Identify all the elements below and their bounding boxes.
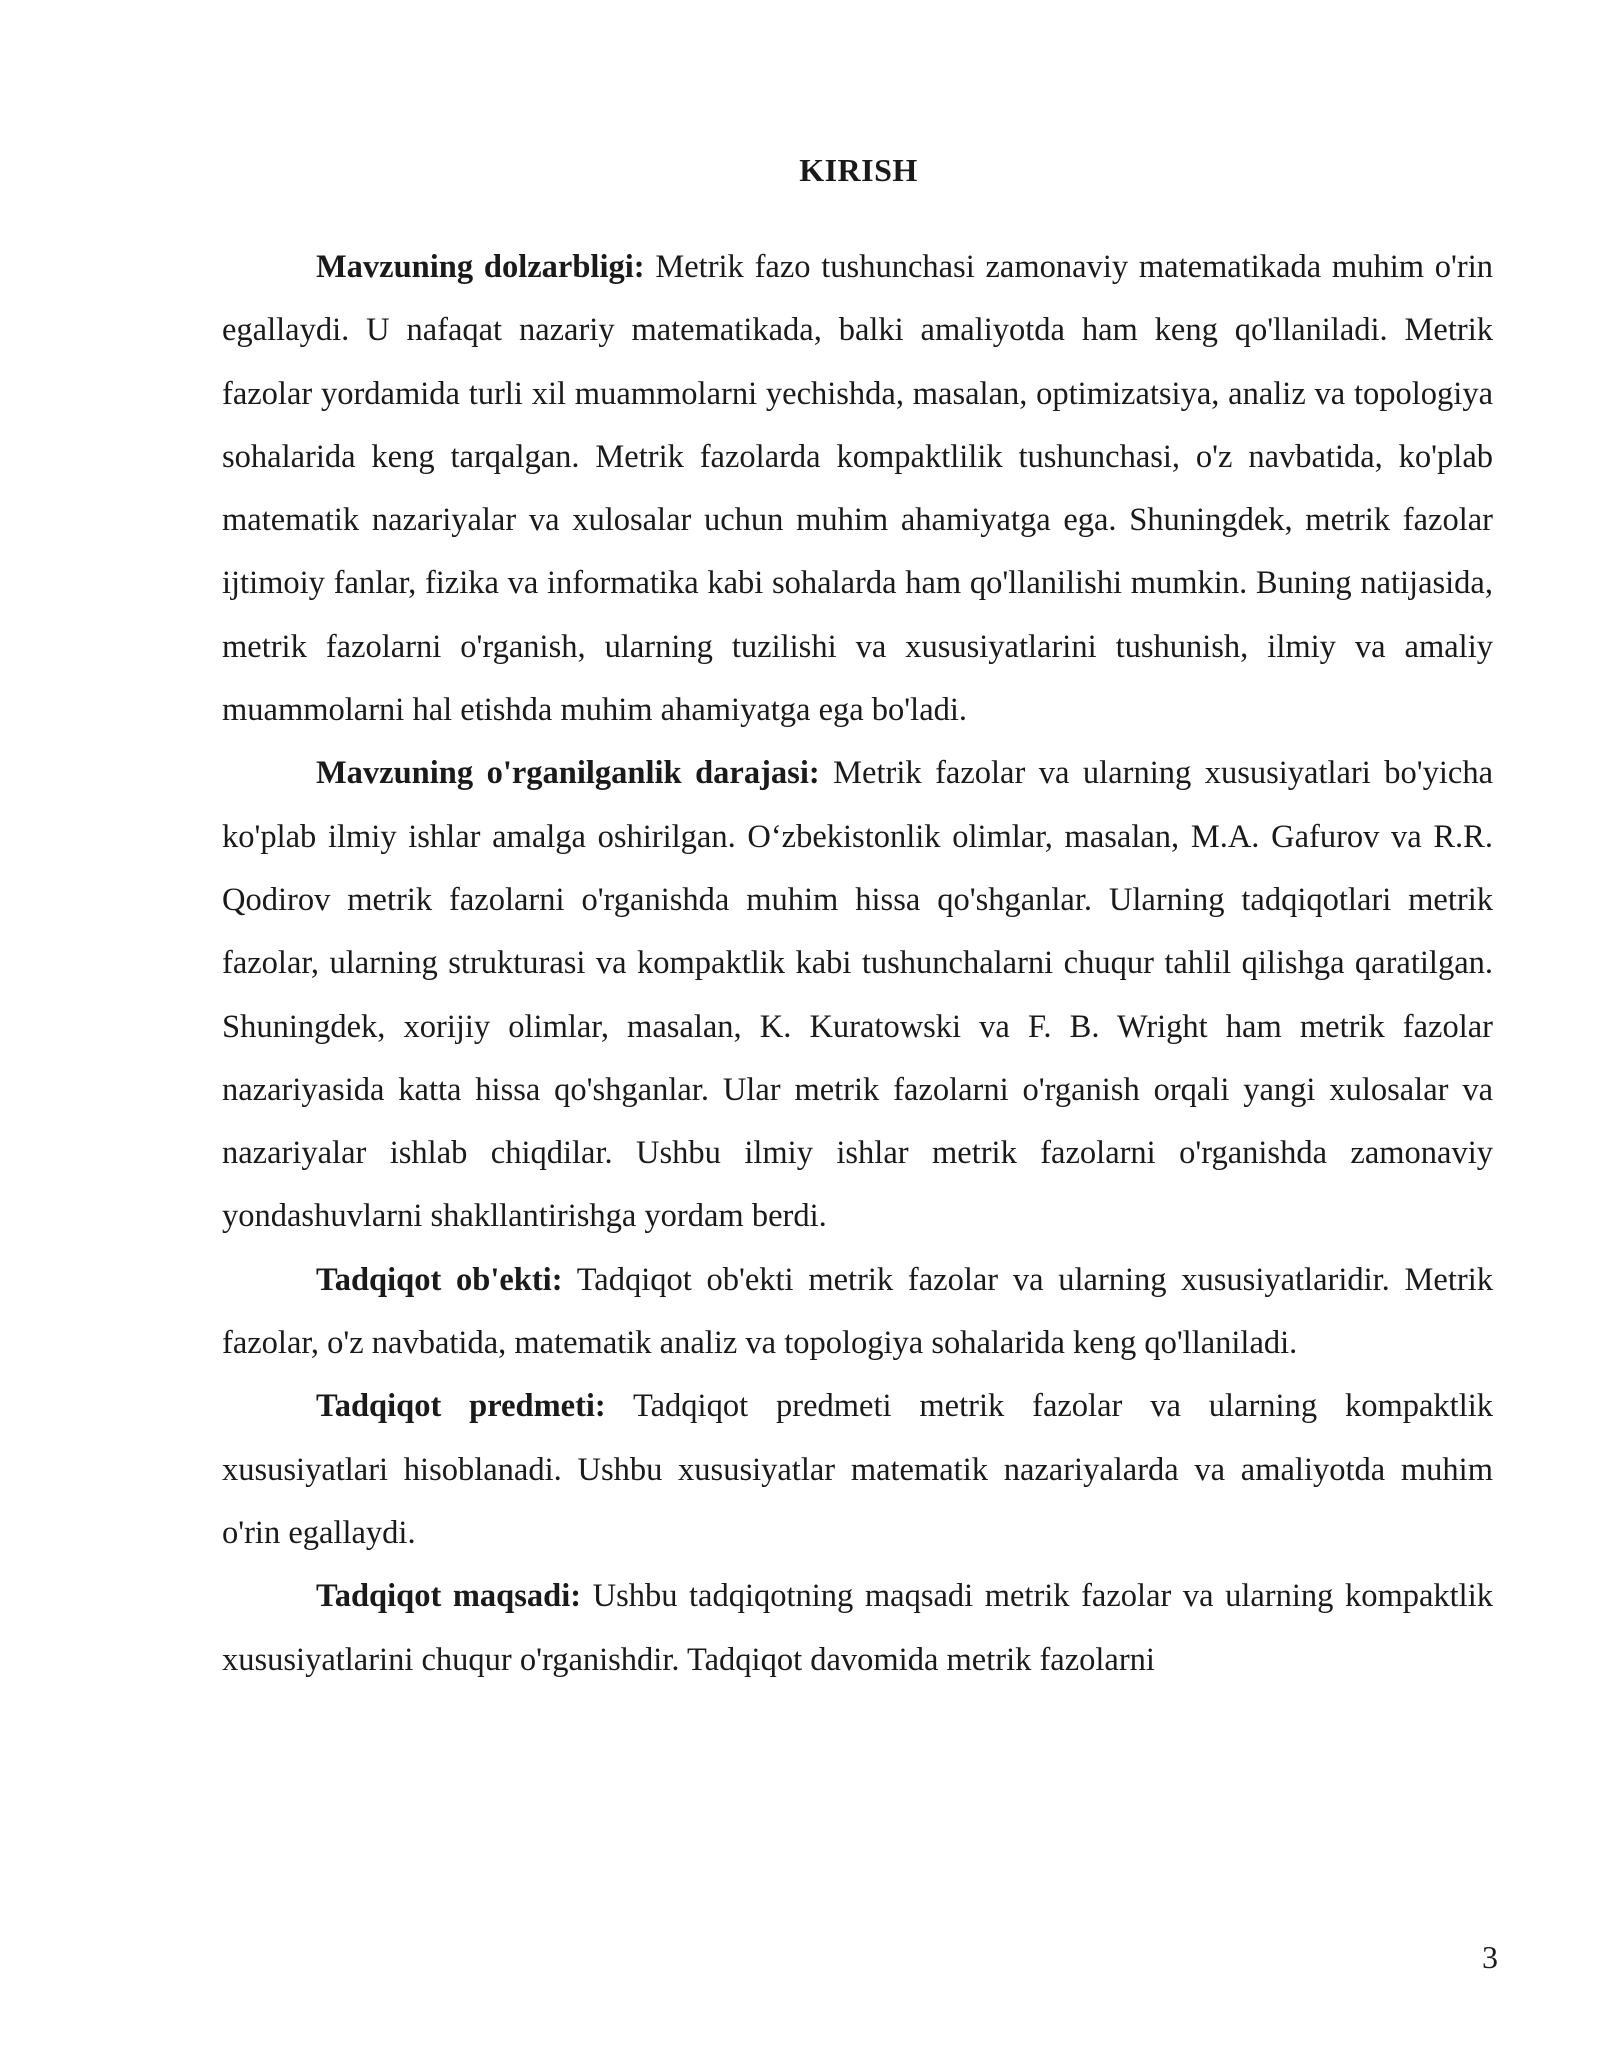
paragraph-research-goal — [222, 1565, 1493, 1692]
paragraph-label: Tadqiqot predmeti: — [316, 1388, 606, 1425]
paragraph-study-level — [222, 742, 1493, 1248]
paragraph-label: Tadqiqot ob'ekti: — [316, 1261, 563, 1298]
paragraph-relevance — [222, 236, 1493, 742]
section-heading: KIRISH — [799, 152, 918, 188]
paragraph-label: Tadqiqot maqsadi: — [316, 1578, 582, 1615]
page-number: 3 — [1482, 1939, 1498, 1975]
paragraph-text: Ushbu tadqiqotning maqsadi metrik fazolar va ularning kompaktlik xususiyatlarini chuqur o'rganishdir. Tadqiqot davomida metrik fazolarni — [222, 1578, 1493, 1678]
paragraph-research-object — [222, 1249, 1493, 1376]
document-body — [222, 236, 1493, 1692]
paragraph-text: Tadqiqot ob'ekti metrik fazolar va ularning xususiyatlaridir. Metrik fazolar, o'z navbatida, matematik analiz va topologiya sohalarida keng qo'llaniladi. — [222, 1261, 1493, 1362]
paragraph-text: Metrik fazolar va ularning xususiyatlari bo'yicha ko'plab ilmiy ishlar amalga oshirilgan. O‘zbekistonlik olimlar, masalan, M.A. Gafurov va R.R. Qodirov metrik fazolarni o'rganishda muhim hissa qo'shganlar. Ularning tadqiqotlari metrik fazolar, ularning strukturasi va kompaktlik kabi tushunchalarni chuqur tahlil qilishga qaratilgan. Shuningdek, xorijiy olimlar, masalan, K. Kuratowski va F. B. Wright ham metrik fazolar nazariyasida katta hissa qo'shganlar. Ular metrik fazolarni o'rganish orqali yangi xulosalar va nazariyalar ishlab chiqdilar. Ushbu ilmiy ishlar metrik fazolarni o'rganishda zamonaviy yondashuvlarni shakllantirishga yordam berdi. — [222, 755, 1493, 1235]
paragraph-text: Metrik fazo tushunchasi zamonaviy matematikada muhim o'rin egallaydi. U nafaqat nazariy matematikada, balki amaliyotda ham keng qo'llaniladi. Metrik fazolar yordamida turli xil muammolarni yechishda, masalan, optimizatsiya, analiz va topologiya sohalarida keng tarqalgan. Metrik fazolarda kompaktlilik tushunchasi, o'z navbatida, ko'plab matematik nazariyalar va xulosalar uchun muhim ahamiyatga ega. Shuningdek, metrik fazolar ijtimoiy fanlar, fizika va informatika kabi sohalarda ham qo'llanilishi mumkin. Buning natijasida, metrik fazolarni o'rganish, ularning tuzilishi va xususiyatlarini tushunish, ilmiy va amaliy muammolarni hal etishda muhim ahamiyatga ega bo'ladi. — [222, 249, 1493, 729]
paragraph-text: Tadqiqot predmeti metrik fazolar va ularning kompaktlik xususiyatlari hisoblanadi. Ushbu xususiyatlar matematik nazariyalarda va amaliyotda muhim o'rin egallaydi. — [222, 1388, 1493, 1551]
paragraph-research-subject — [222, 1375, 1493, 1565]
paragraph-label: Mavzuning o'rganilganlik darajasi: — [316, 755, 820, 792]
paragraph-label: Mavzuning dolzarbligi: — [316, 249, 645, 285]
